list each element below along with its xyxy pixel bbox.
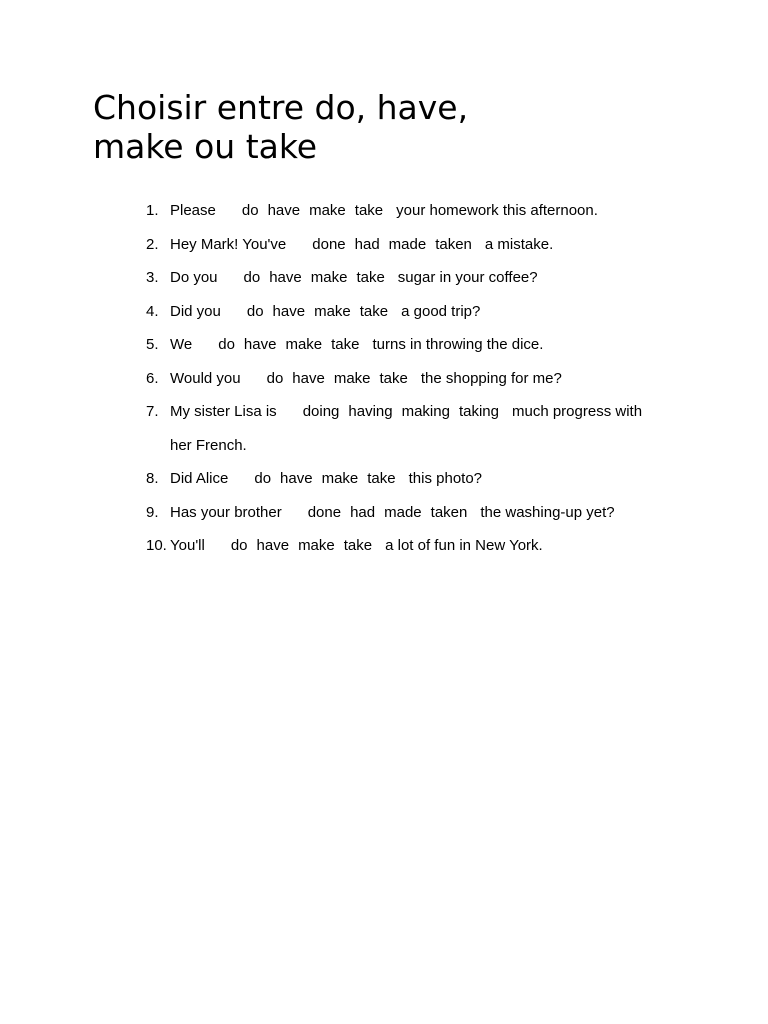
choice-option[interactable]: have	[272, 302, 306, 320]
exercise-item	[146, 233, 676, 257]
exercise-item	[146, 467, 676, 491]
word-choices	[242, 202, 383, 219]
sentence-line	[170, 199, 676, 223]
choice-option[interactable]: make	[285, 336, 323, 353]
choice-option[interactable]: have	[269, 269, 302, 286]
choice-option[interactable]: had	[350, 503, 376, 521]
text-after-choices: a good trip?	[401, 302, 481, 320]
exercise-item	[146, 300, 676, 324]
exercise-item	[146, 266, 676, 290]
choice-option[interactable]: do	[241, 202, 259, 219]
choice-option[interactable]: take	[356, 269, 385, 286]
sentence-line	[170, 300, 676, 324]
sentence-continuation: her French.	[170, 436, 247, 454]
choice-option[interactable]: made	[388, 235, 427, 253]
word-choices	[308, 504, 468, 521]
choice-option[interactable]: done	[312, 235, 346, 253]
text-after-choices: the washing-up yet?	[480, 503, 615, 521]
item-sentence	[170, 367, 676, 391]
item-sentence	[170, 400, 676, 458]
choice-option[interactable]: do	[266, 369, 284, 387]
choice-option[interactable]: taking	[458, 403, 499, 420]
choice-option[interactable]: made	[384, 503, 422, 521]
choice-option[interactable]: do	[254, 470, 272, 487]
page-title	[93, 88, 573, 166]
item-sentence	[170, 467, 676, 491]
text-after-choices: a mistake.	[484, 235, 554, 253]
word-choices	[303, 403, 499, 420]
text-before-choices: Would you	[170, 369, 241, 387]
title-line-1: Choisir entre do, have,	[93, 88, 469, 127]
text-before-choices: Please	[170, 202, 216, 219]
text-after-choices: your homework this afternoon.	[396, 202, 598, 219]
choice-option[interactable]: take	[354, 202, 384, 219]
choice-option[interactable]: have	[280, 470, 313, 487]
text-after-choices: the shopping for me?	[420, 369, 562, 387]
text-after-choices: much progress with	[511, 403, 643, 420]
choice-option[interactable]: make	[310, 269, 348, 286]
exercise-item	[146, 367, 676, 391]
exercise-list	[146, 199, 676, 568]
choice-option[interactable]: having	[348, 403, 393, 420]
text-after-choices: a lot of fun in New York.	[385, 537, 543, 554]
word-choices	[231, 537, 372, 554]
choice-option[interactable]: had	[354, 235, 380, 253]
text-before-choices: Did you	[170, 302, 221, 320]
title-line-2: make ou take	[93, 127, 318, 166]
item-number: 10.	[146, 537, 167, 554]
choice-option[interactable]: take	[367, 470, 396, 487]
choice-option[interactable]: do	[246, 302, 264, 320]
choice-option[interactable]: make	[314, 302, 351, 320]
item-sentence	[170, 534, 676, 558]
text-before-choices: We	[170, 336, 193, 353]
choice-option[interactable]: make	[298, 537, 335, 554]
item-sentence	[170, 333, 676, 357]
exercise-item	[146, 333, 676, 357]
choice-option[interactable]: have	[292, 369, 325, 387]
choice-option[interactable]: make	[333, 369, 371, 387]
choice-option[interactable]: taken	[435, 235, 472, 253]
item-number: 2.	[146, 235, 159, 253]
item-sentence	[170, 300, 676, 324]
text-after-choices: this photo?	[408, 470, 483, 487]
choice-option[interactable]: take	[331, 336, 360, 353]
item-number: 1.	[146, 202, 159, 219]
word-choices	[244, 269, 385, 286]
choice-option[interactable]: take	[343, 537, 373, 554]
word-choices	[254, 470, 395, 487]
choice-option[interactable]: do	[218, 336, 235, 353]
choice-option[interactable]: making	[401, 403, 450, 420]
choice-option[interactable]: do	[230, 537, 248, 554]
item-sentence	[170, 233, 676, 257]
item-sentence	[170, 501, 676, 525]
exercise-item	[146, 199, 676, 223]
word-choices	[312, 236, 472, 253]
choice-option[interactable]: make	[309, 202, 346, 219]
word-choices	[247, 303, 388, 320]
choice-option[interactable]: taken	[430, 503, 468, 521]
text-before-choices: Has your brother	[170, 503, 282, 521]
text-after-choices: turns in throwing the dice.	[372, 336, 544, 353]
text-before-choices: Did Alice	[170, 470, 229, 487]
sentence-line	[170, 367, 676, 391]
sentence-line	[170, 501, 676, 525]
sentence-line	[170, 266, 676, 290]
item-sentence	[170, 199, 676, 223]
item-number: 8.	[146, 470, 159, 487]
choice-option[interactable]: take	[379, 369, 408, 387]
exercise-item	[146, 400, 676, 458]
item-sentence	[170, 266, 676, 290]
choice-option[interactable]: have	[256, 537, 290, 554]
word-choices	[218, 336, 359, 353]
item-number: 7.	[146, 403, 159, 420]
exercise-item	[146, 534, 676, 558]
sentence-line	[170, 400, 676, 424]
sentence-line	[170, 534, 676, 558]
exercise-item	[146, 501, 676, 525]
choice-option[interactable]: doing	[302, 403, 340, 420]
choice-option[interactable]: make	[321, 470, 359, 487]
choice-option[interactable]: have	[243, 336, 277, 353]
text-before-choices: My sister Lisa is	[170, 403, 277, 420]
sentence-line	[170, 233, 676, 257]
sentence-line	[170, 333, 676, 357]
item-number: 4.	[146, 302, 159, 320]
word-choices	[267, 370, 408, 387]
item-number: 5.	[146, 336, 159, 353]
choice-option[interactable]: take	[359, 302, 389, 320]
text-after-choices: sugar in your coffee?	[397, 269, 538, 286]
item-number: 9.	[146, 503, 159, 521]
choice-option[interactable]: done	[307, 503, 342, 521]
text-before-choices: Do you	[170, 269, 218, 286]
text-before-choices: Hey Mark! You've	[170, 235, 287, 253]
text-before-choices: You'll	[170, 537, 205, 554]
item-number: 3.	[146, 269, 159, 286]
choice-option[interactable]: do	[243, 269, 261, 286]
item-number: 6.	[146, 369, 159, 387]
choice-option[interactable]: have	[267, 202, 301, 219]
sentence-line	[170, 467, 676, 491]
